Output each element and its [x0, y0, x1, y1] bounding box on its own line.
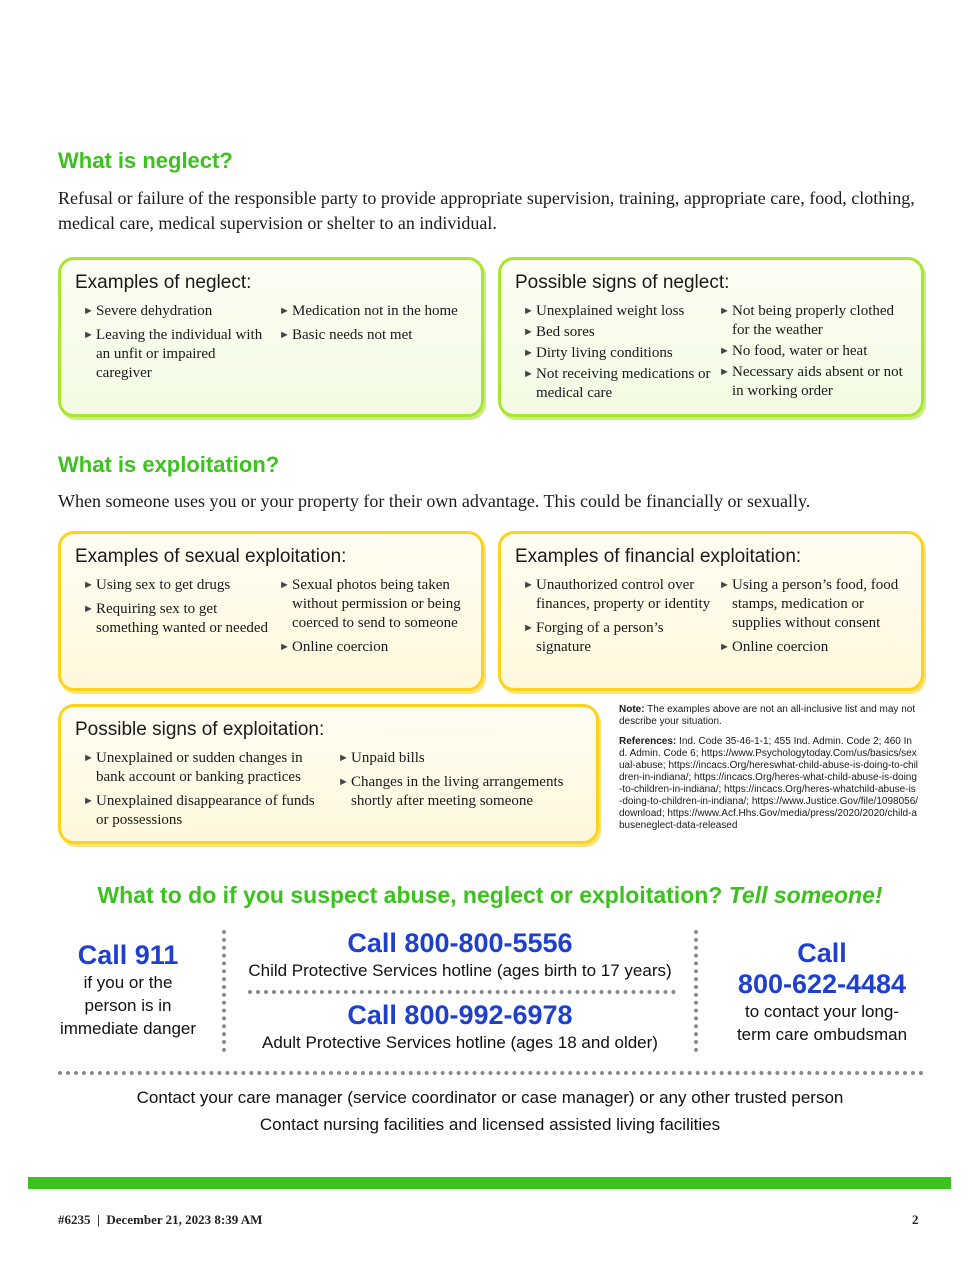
arrow-icon: ►	[523, 347, 534, 359]
arrow-icon: ►	[523, 622, 534, 634]
cps-label: Child Protective Services hotline (ages birth to 17 years)	[248, 961, 672, 980]
list	[515, 576, 711, 662]
cps-hotline-block	[240, 928, 680, 982]
arrow-icon: ►	[83, 795, 94, 807]
arrow-icon: ►	[523, 579, 534, 591]
arrow-icon: ►	[83, 579, 94, 591]
dotted-divider	[222, 930, 226, 1052]
arrow-icon: ►	[719, 305, 730, 317]
neglect-intro: Refusal or failure of the responsible party to provide appropriate supervision, training, appropriate care, food, clothing, medical care, medical supervision or shelter to an individual.	[58, 188, 915, 233]
box-title: Examples of financial exploitation:	[515, 546, 802, 567]
list-item: ► Unexplained or sudden changes in bank account or banking practices	[83, 750, 303, 785]
list-item: ► Unpaid bills	[338, 750, 425, 766]
list	[515, 302, 711, 405]
footer-bar	[28, 1177, 951, 1189]
ombudsman-text: to contact your long-	[744, 1002, 900, 1021]
list-item: ► Online coercion	[279, 639, 389, 655]
cps-phone[interactable]: Call 800-800-5556	[347, 928, 573, 958]
exploitation-intro: When someone uses you or your property for their own advantage. This could be financially or sexually.	[58, 491, 811, 511]
dotted-divider	[694, 930, 698, 1052]
list-item: ► Requiring sex to get something wanted or needed	[83, 601, 269, 636]
list-item: ► Severe dehydration	[83, 303, 213, 319]
arrow-icon: ►	[279, 641, 290, 653]
footer-info: #6235 | December 21, 2023 8:39 AM	[58, 1212, 263, 1227]
list	[711, 302, 907, 405]
arrow-icon: ►	[83, 329, 94, 341]
financial-exploitation-box	[498, 531, 924, 691]
arrow-icon: ►	[719, 579, 730, 591]
dotted-divider	[58, 1071, 924, 1075]
arrow-icon: ►	[719, 345, 730, 357]
list-item: ► Changes in the living arrangements shortly after meeting someone	[338, 774, 564, 809]
arrow-icon: ►	[523, 326, 534, 338]
call-911-text: immediate danger	[59, 1019, 197, 1038]
list	[271, 302, 467, 388]
list-item: ► Not being properly clothed for the weather	[719, 303, 895, 338]
arrow-icon: ►	[523, 368, 534, 380]
arrow-icon: ►	[719, 641, 730, 653]
list-item: ► Using a person’s food, food stamps, medication or supplies without consent	[719, 577, 899, 631]
list-item: ► Bed sores	[523, 324, 595, 340]
arrow-icon: ►	[83, 752, 94, 764]
list-item: ► Medication not in the home	[279, 303, 458, 319]
call-911-text: if you or the	[83, 973, 173, 992]
arrow-icon: ►	[279, 329, 290, 341]
contact-line: Contact your care manager (service coordinator or case manager) or any other trusted person	[136, 1088, 844, 1107]
box-title: Possible signs of exploitation:	[75, 719, 325, 740]
ombudsman-text: term care ombudsman	[736, 1025, 908, 1044]
list-item: ► Not receiving medications or medical care	[523, 366, 711, 401]
arrow-icon: ►	[523, 305, 534, 317]
arrow-icon: ►	[83, 305, 94, 317]
list-item: ► Sexual photos being taken without permission or being coerced to send to someone	[279, 577, 461, 631]
list	[711, 576, 907, 662]
list-item: ► Unexplained weight loss	[523, 303, 685, 319]
list	[75, 749, 330, 835]
sexual-exploitation-box	[58, 531, 484, 691]
list-item: ► Necessary aids absent or not in working order	[719, 364, 903, 399]
list-item: ► No food, water or heat	[719, 343, 868, 359]
references: References: Ind. Code 35-46-1-1; 455 Ind. Admin. Code 2; 460 Ind. Admin. Code 6; https://www.Psychologytoday.Com/us/basics/sexual-abuse; https://incacs.Org/hereswhat-child-abuse-is-doing-to-children-in-indiana/; https://incacs.Org/heres-what-child-abuse-is-doing-to-children-in-indiana/; https://incacs.Org/heres-whatchild-abuse-is-doing-to-children-in-indiana/; https://www.Justice.Gov/file/1098056/download; https://www.Acf.Hhs.Gov/media/press/2020/2020/child-abuseneglect-data-released	[619, 736, 919, 831]
arrow-icon: ►	[279, 305, 290, 317]
list-item: ► Leaving the individual with an unfit or impaired caregiver	[83, 327, 263, 381]
note-references	[619, 704, 919, 840]
box-title: Possible signs of neglect:	[515, 272, 730, 293]
aps-phone[interactable]: Call 800-992-6978	[347, 1000, 573, 1030]
list-item: ► Using sex to get drugs	[83, 577, 231, 593]
arrow-icon: ►	[719, 366, 730, 378]
list-item: ► Unauthorized control over finances, property or identity	[523, 577, 711, 612]
aps-label: Adult Protective Services hotline (ages 18 and older)	[262, 1033, 658, 1052]
list	[75, 576, 271, 662]
signs-of-exploitation-box	[58, 704, 599, 844]
call-911-text: person is in	[84, 996, 172, 1015]
call-911-block	[48, 940, 208, 1040]
neglect-heading: What is neglect?	[58, 148, 233, 173]
arrow-icon: ►	[338, 752, 349, 764]
arrow-icon: ►	[338, 776, 349, 788]
list-item: ► Online coercion	[719, 639, 829, 655]
examples-of-neglect-box	[58, 257, 484, 417]
list-item: ► Dirty living conditions	[523, 345, 673, 361]
ombudsman-block	[712, 938, 932, 1046]
ombudsman-phone[interactable]: 800-622-4484	[737, 969, 907, 999]
signs-of-neglect-box	[498, 257, 924, 417]
list	[330, 749, 582, 835]
exploitation-heading: What is exploitation?	[58, 452, 280, 477]
note: Note: The examples above are not an all-inclusive list and may not describe your situation.	[619, 704, 916, 727]
ombudsman-call: Call	[797, 938, 847, 968]
action-heading: What to do if you suspect abuse, neglect or exploitation? Tell someone!	[97, 882, 883, 908]
contact-line: Contact nursing facilities and licensed assisted living facilities	[259, 1115, 721, 1134]
list	[271, 576, 467, 662]
call-911-number[interactable]: Call 911	[77, 940, 179, 970]
aps-hotline-block	[240, 1000, 680, 1054]
page-number: 2	[912, 1212, 919, 1227]
list-item: ► Basic needs not met	[279, 327, 413, 343]
arrow-icon: ►	[83, 603, 94, 615]
arrow-icon: ►	[279, 579, 290, 591]
list	[75, 302, 271, 388]
box-title: Examples of neglect:	[75, 272, 252, 293]
box-title: Examples of sexual exploitation:	[75, 546, 347, 567]
list-item: ► Unexplained disappearance of funds or possessions	[83, 793, 315, 828]
list-item: ► Forging of a person’s signature	[523, 620, 664, 655]
dotted-divider	[248, 990, 676, 994]
